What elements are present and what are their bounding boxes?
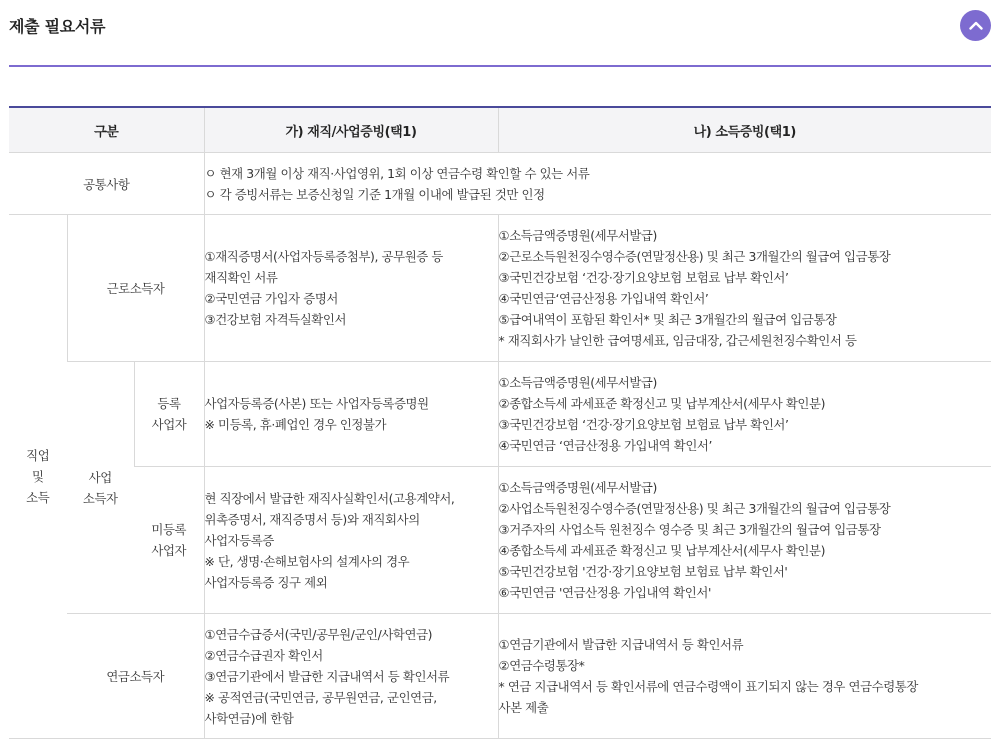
unregistered-income-docs: ①소득금액증명원(세무서발급) ②사업소득원천징수영수증(연말정산용) 및 최근 3개월간의 월급여 입금통장 ③거주자의 사업소득 원천징수 영수증 및 최근 3개월간의 월급여 입금통장 ④종합소득세 과세표준 확정신고 및 납부계산서(세무사 확인분) ⑤국민건강보험 '건강·장기요양보험 보험료 납부 확인서' ⑥국민연금 '연금산정용 가입내역 확인서' [498,467,991,614]
registered-business-label: 등록 사업자 [134,362,204,467]
header-income-proof: 나) 소득증빙(택1) [498,107,991,153]
unregistered-employment-docs: 현 직장에서 발급한 재직사실확인서(고용계약서, 위촉증명서, 재직증명서 등)와 재직회사의 사업자등록증 ※ 단, 생명·손해보험사의 설계사의 경우 사업자등록증 징구 제외 [204,467,498,614]
table-row [9,467,991,614]
table-header-row [9,107,991,153]
table-row [9,362,991,467]
common-label: 공통사항 [9,153,204,215]
chevron-up-icon [969,21,983,30]
pension-income-docs: ①연금기관에서 발급한 지급내역서 등 확인서류 ②연금수령통장* * 연금 지급내역서 등 확인서류에 연금수령액이 표기되지 않는 경우 연금수령통장 사본 제출 [498,614,991,739]
pension-employment-docs: ①연금수급증서(국민/공무원/군인/사학연금) ②연금수급권자 확인서 ③연금기관에서 발급한 지급내역서 등 확인서류 ※ 공적연금(국민연금, 공무원연금, 군인연금, 사학연금)에 한함 [204,614,498,739]
table-row [9,215,991,362]
wage-income-docs: ①소득금액증명원(세무서발급) ②근로소득원천징수영수증(연말정산용) 및 최근 3개월간의 월급여 입금통장 ③국민건강보험 ‘건강·장기요양보험 보험료 납부 확인서’ ④국민연금‘연금산정용 가입내역 확인서’ ⑤급여내역이 포함된 확인서* 및 최근 3개월간의 월급여 입금통장 * 재직회사가 날인한 급여명세표, 임금대장, 갑근세원천징수확인서 등 [498,215,991,362]
section-header [0,0,995,66]
pension-earner-label: 연금소득자 [67,614,204,739]
group-label: 직업 및 소득 [9,215,67,739]
unregistered-business-label: 미등록 사업자 [134,467,204,614]
page-title: 제출 필요서류 [9,17,106,36]
table-row [9,614,991,739]
wage-employment-docs: ①재직증명서(사업자등록증첨부), 공무원증 등 재직확인 서류 ②국민연금 가입자 증명서 ③건강보험 자격득실확인서 [204,215,498,362]
documents-table [9,106,991,739]
wage-earner-label: 근로소득자 [67,215,204,362]
header-divider [9,65,991,67]
common-note: ㅇ 각 증빙서류는 보증신청일 기준 1개월 이내에 발급된 것만 인정 [204,186,545,202]
registered-employment-docs: 사업자등록증(사본) 또는 사업자등록증명원 ※ 미등록, 휴·폐업인 경우 인정불가 [204,362,498,467]
table-row [9,153,991,215]
common-notes [204,153,991,215]
header-category: 구분 [9,107,204,153]
common-note: ㅇ 현재 3개월 이상 재직·사업영위, 1회 이상 연금수령 확인할 수 있는 서류 [204,165,590,181]
header-employment-proof: 가) 재직/사업증빙(택1) [204,107,498,153]
registered-income-docs: ①소득금액증명원(세무서발급) ②종합소득세 과세표준 확정신고 및 납부계산서(세무사 확인분) ③국민건강보험 ‘건강·장기요양보험 보험료 납부 확인서’ ④국민연금 ‘연금산정용 가입내역 확인서’ [498,362,991,467]
business-label: 사업 소득자 [67,362,134,614]
collapse-button[interactable] [960,10,991,41]
